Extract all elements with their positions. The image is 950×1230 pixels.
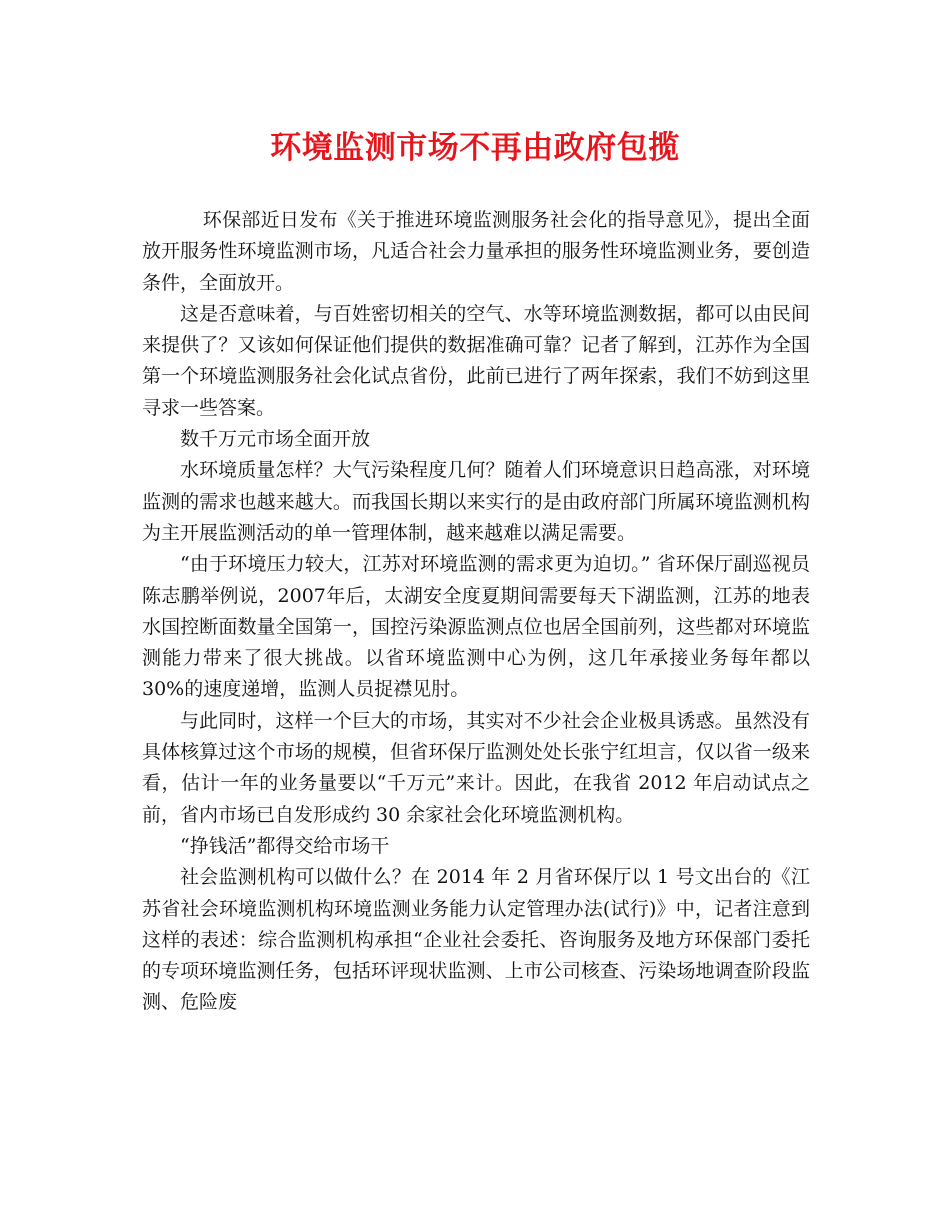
paragraph-agency-scope: 社会监测机构可以做什么？在 2014 年 2 月省环保厅以 1 号文出台的《江苏省社会环境监测机构环境监测业务能力认定管理办法(试行)》中，记者注意到这样的表述：综合监测机构承担“企业社会委托、咨询服务及地方环保部门委托的专项环境监测任务，包括环评现状监测、上市公司核查、污染场地调查阶段监测、危险废 [142,866,810,1014]
document-title: 环境监测市场不再由政府包揽 [270,130,680,166]
paragraph-intro: 环保部近日发布《关于推进环境监测服务社会化的指导意见》，提出全面放开服务性环境监测市场，凡适合社会力量承担的服务性环境监测业务，要创造条件，全面放开。 [142,209,810,294]
section-heading-market: 数千万元市场全面开放 [180,428,371,451]
paragraph-pressure: “由于环境压力较大，江苏对环境监测的需求更为迫切。” 省环保厅副巡视员陈志鹏举例说，2007年后，太湖安全度夏期间需要每天下湖监测，江苏的地表水国控断面数量全国第一，国控污染源监测点位也居全国前列，这些都对环境监测能力带来了很大挑战。以省环境监测中心为例，这几年承接业务每年都以 30%的速度递增，监测人员捉襟见肘。 [142,553,810,701]
paragraph-demand: 水环境质量怎样？大气污染程度几何？随着人们环境意识日趋高涨，对环境监测的需求也越来越大。而我国长期以来实行的是由政府部门所属环境监测机构为主开展监测活动的单一管理体制，越来越难以满足需要。 [142,459,810,544]
paragraph-market-scale: 与此同时，这样一个巨大的市场，其实对不少社会企业极具诱惑。虽然没有具体核算过这个市场的规模，但省环保厅监测处处长张宁红坦言，仅以省一级来看，估计一年的业务量要以“千万元”来计。因此，在我省 2012 年启动试点之前，省内市场已自发形成约 30 余家社会化环境监测机构。 [142,709,810,826]
document-body [142,205,810,1019]
section-heading-profit: “挣钱活”都得交给市场干 [180,834,390,857]
paragraph-question: 这是否意味着，与百姓密切相关的空气、水等环境监测数据，都可以由民间来提供了？又该如何保证他们提供的数据准确可靠？记者了解到，江苏作为全国第一个环境监测服务社会化试点省份，此前已进行了两年探索，我们不妨到这里寻求一些答案。 [142,302,810,419]
